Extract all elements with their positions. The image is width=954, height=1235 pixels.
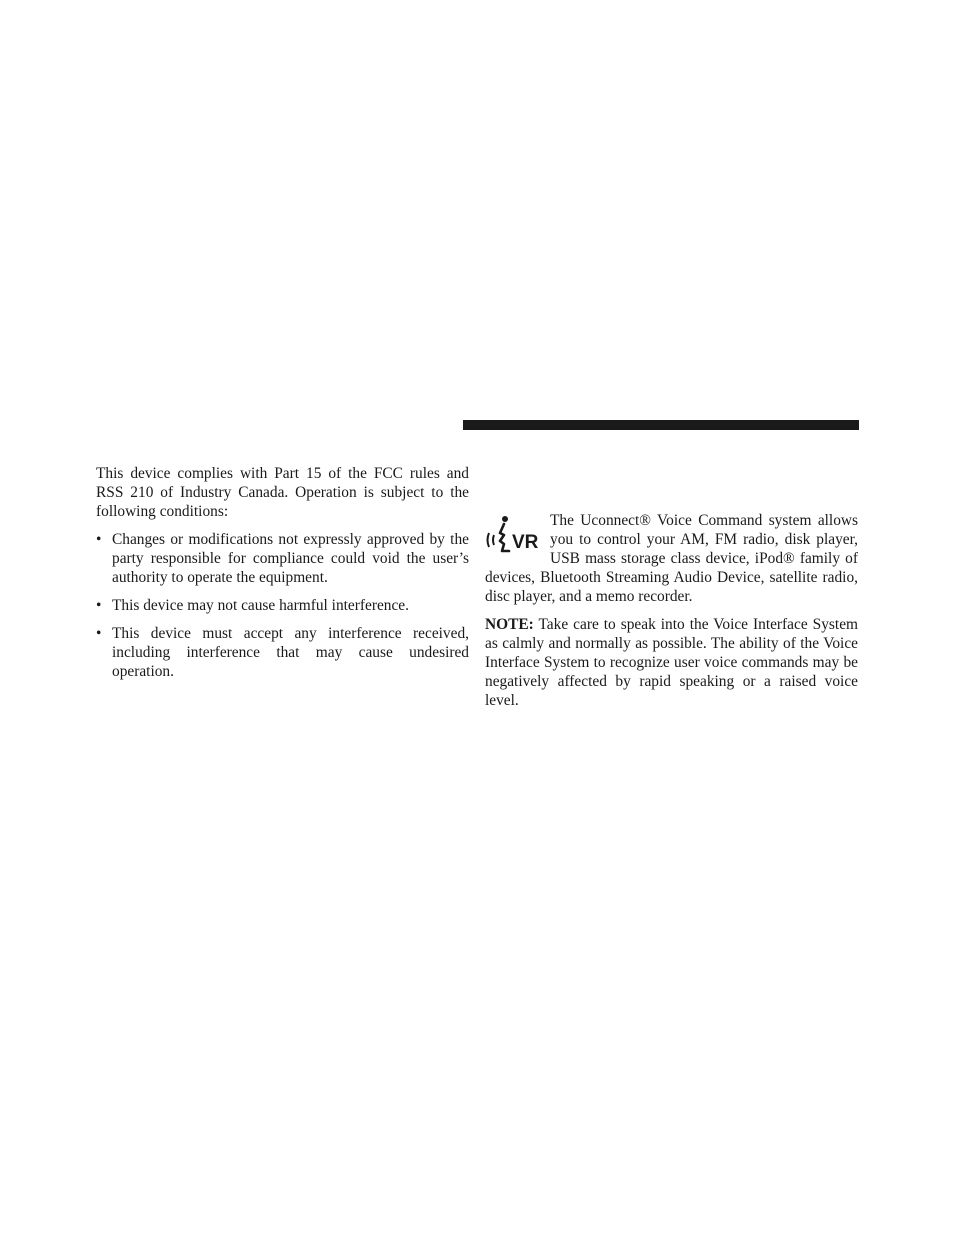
list-item-text: Changes or modifications not expressly approved by the party responsible for compliance could void the user’s authority to operate the equipment. bbox=[112, 531, 469, 586]
bullet-icon: • bbox=[96, 531, 102, 548]
list-item-text: This device may not cause harmful interference. bbox=[112, 597, 409, 614]
bullet-icon: • bbox=[96, 625, 102, 642]
bullet-icon: • bbox=[96, 597, 102, 614]
note-text: Take care to speak into the Voice Interface System as calmly and normally as possible. The ability of the Voice Interface System to recognize user voice commands may be negatively affected by rapid speaking or a raised voice level. bbox=[485, 616, 858, 709]
note-label: NOTE: bbox=[485, 616, 534, 633]
note-paragraph bbox=[485, 615, 858, 710]
list-item bbox=[96, 596, 469, 615]
conditions-list bbox=[96, 530, 469, 681]
voice-command-text: The Uconnect® Voice Command system allows you to control your AM, FM radio, disk player, USB mass storage class device, iPod® family of devices, Bluetooth Streaming Audio Device, satellite radio, disc player, and a memo recorder. bbox=[485, 512, 858, 605]
vr-voice-command-icon bbox=[485, 511, 543, 559]
fcc-intro-paragraph: This device complies with Part 15 of the FCC rules and RSS 210 of Industry Canada. Operation is subject to the following conditions: bbox=[96, 465, 469, 520]
left-column bbox=[96, 464, 469, 690]
section-header-rule bbox=[463, 420, 859, 430]
voice-command-paragraph bbox=[485, 511, 858, 606]
list-item bbox=[96, 530, 469, 587]
right-column bbox=[485, 511, 858, 719]
vr-icon-label: VR bbox=[512, 532, 539, 553]
list-item-text: This device must accept any interference received, including interference that may cause undesired operation. bbox=[112, 625, 469, 680]
list-item bbox=[96, 624, 469, 681]
